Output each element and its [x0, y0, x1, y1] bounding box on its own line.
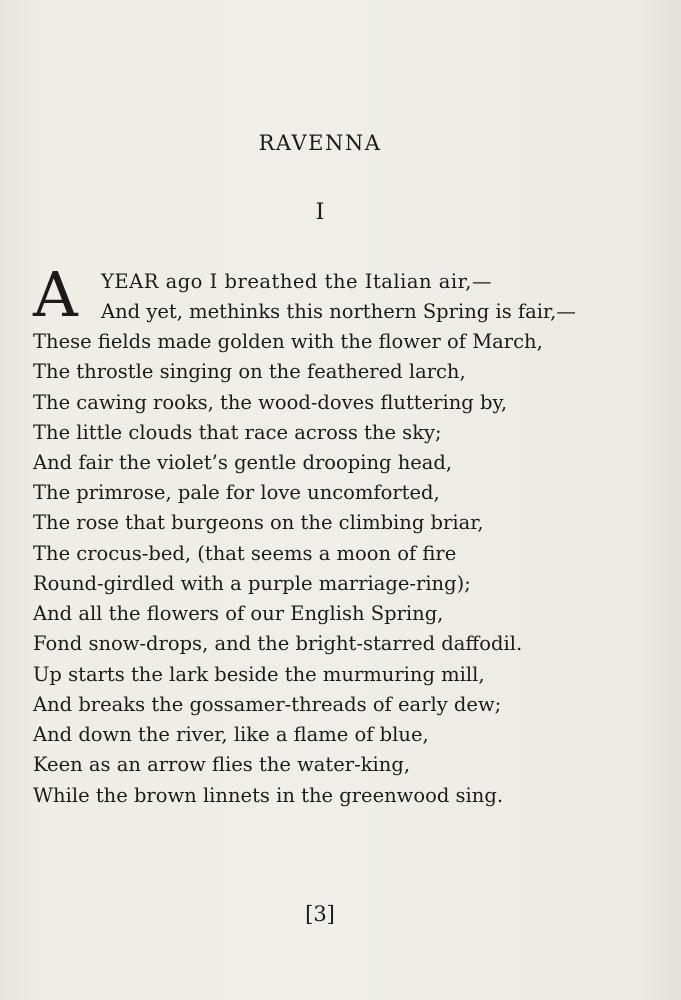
poem-line: The cawing rooks, the wood-doves fluttering by,: [33, 391, 508, 414]
poem-line: The little clouds that race across the sky;: [33, 421, 442, 444]
poem-line: And yet, methinks this northern Spring is fair,—: [101, 300, 576, 323]
page-number: [3]: [305, 902, 335, 926]
poem-line: Fond snow-drops, and the bright-starred daffodil.: [33, 632, 523, 655]
poem-line: The throstle singing on the feathered larch,: [33, 360, 466, 383]
drop-cap: A: [33, 258, 78, 331]
poem-line: YEAR ago I breathed the Italian air,—: [101, 270, 492, 293]
poem-line: Round-girdled with a purple marriage-ring);: [33, 572, 471, 595]
section-number: I: [315, 200, 325, 225]
poem-line: And all the flowers of our English Spring,: [33, 602, 444, 625]
poem-line: And breaks the gossamer-threads of early dew;: [33, 693, 502, 716]
poem-line: And down the river, like a flame of blue,: [33, 723, 429, 746]
poem-line: Up starts the lark beside the murmuring mill,: [33, 663, 485, 686]
poem-line: While the brown linnets in the greenwood sing.: [33, 784, 504, 807]
poem-title: RAVENNA: [258, 131, 382, 155]
poem-line: These fields made golden with the flower of March,: [33, 330, 543, 353]
poem-line: The rose that burgeons on the climbing briar,: [33, 511, 484, 534]
poem-line: The primrose, pale for love uncomforted,: [33, 481, 440, 504]
poem-line: Keen as an arrow flies the water-king,: [33, 753, 411, 776]
poem-line: And fair the violet’s gentle drooping head,: [33, 451, 453, 474]
poem-line: The crocus-bed, (that seems a moon of fire: [33, 542, 457, 565]
